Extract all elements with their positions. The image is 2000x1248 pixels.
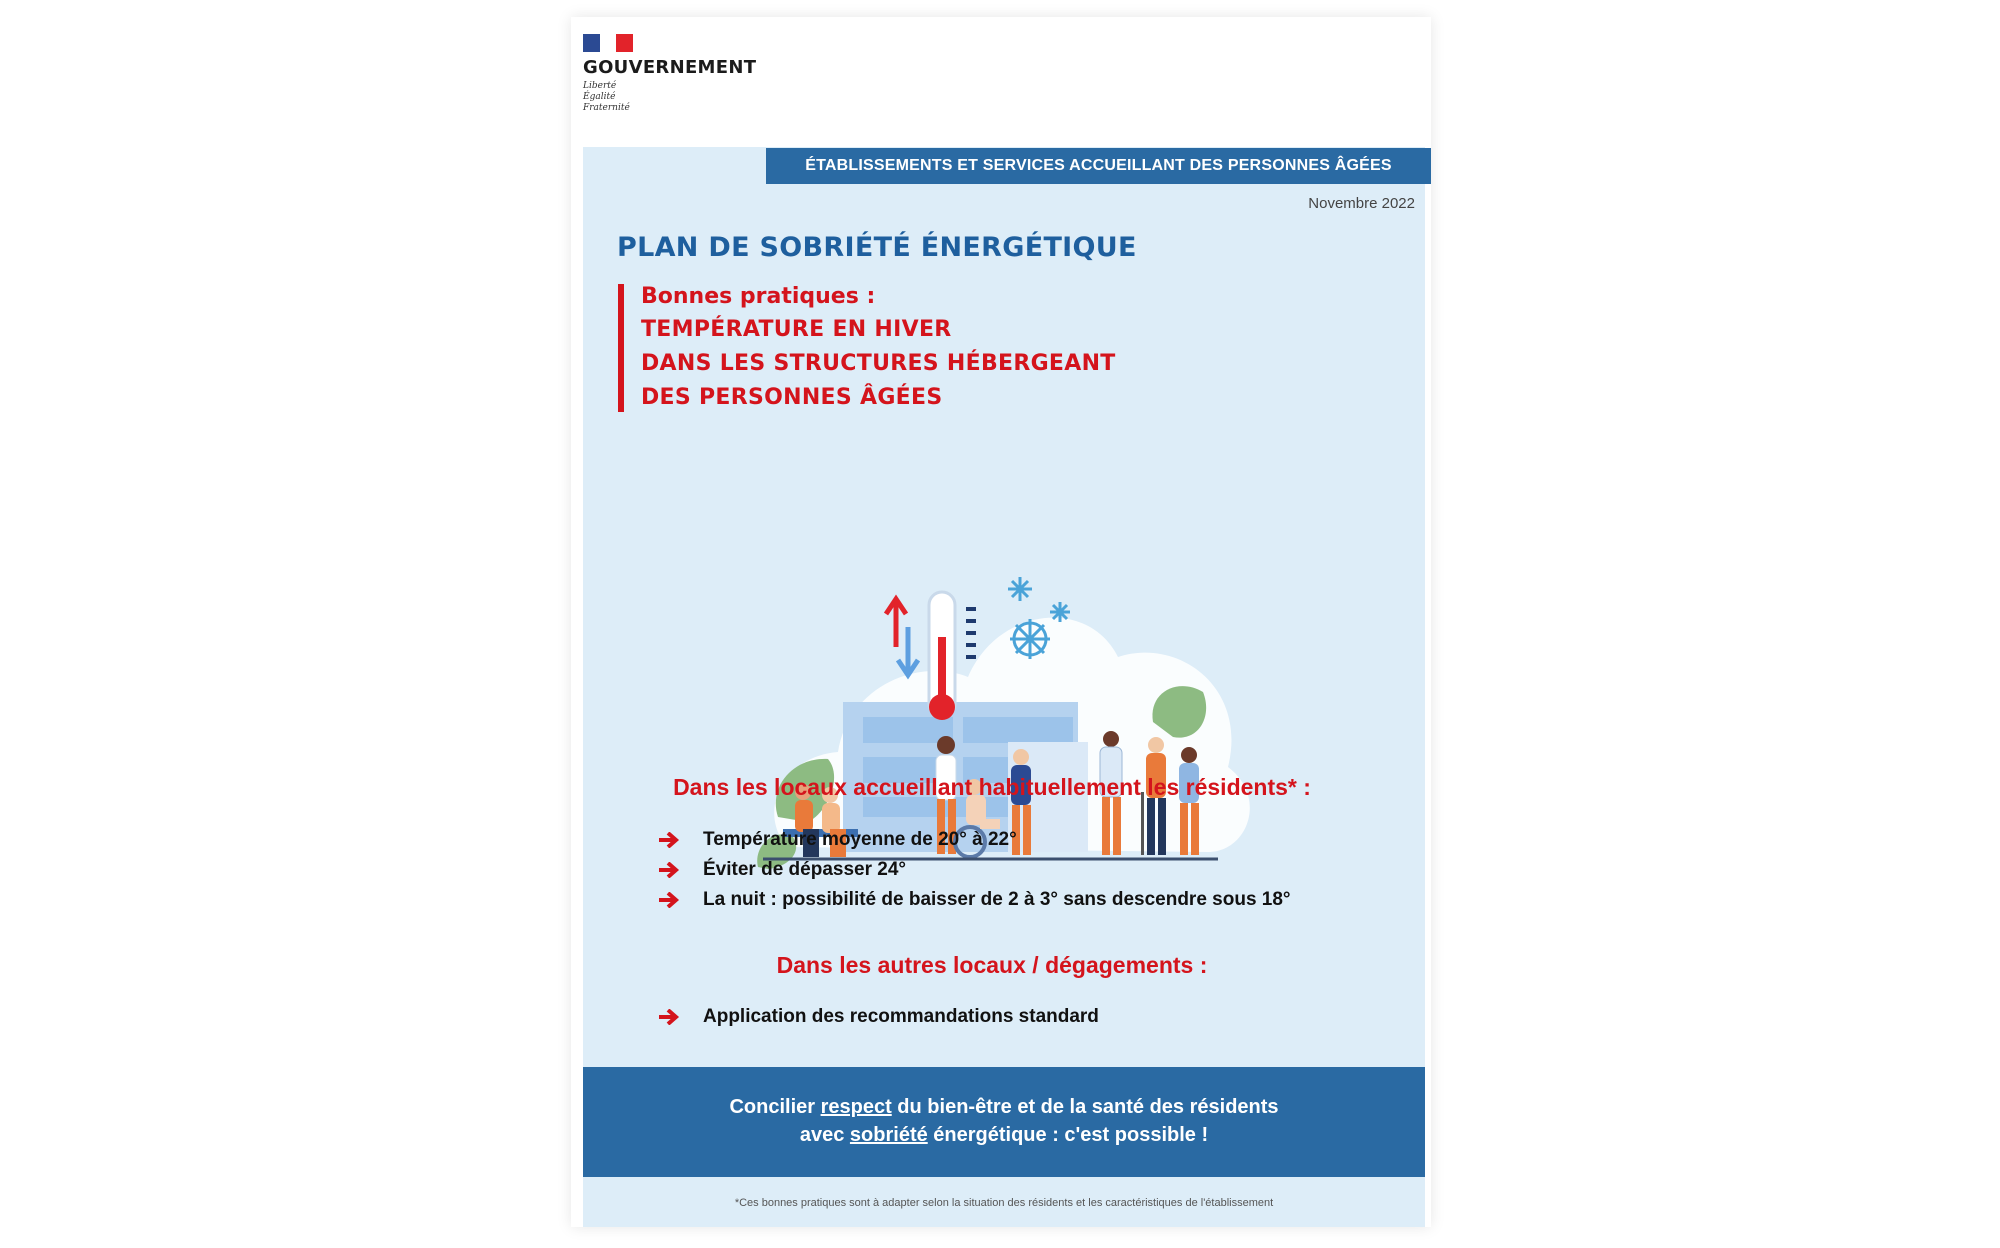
list-item: La nuit : possibilité de baisser de 2 à 3° sans descendre sous 18° bbox=[659, 885, 1291, 915]
category-banner: ÉTABLISSEMENTS ET SERVICES ACCUEILLANT DES PERSONNES ÂGÉES bbox=[766, 148, 1431, 184]
section-title-other-rooms: Dans les autres locaux / dégagements : bbox=[776, 952, 1208, 978]
list-item: Éviter de dépasser 24° bbox=[659, 855, 1291, 885]
subtitle-line: Bonnes pratiques : bbox=[641, 284, 876, 309]
list-item: Application des recommandations standard bbox=[659, 1002, 1099, 1032]
footnote: *Ces bonnes pratiques sont à adapter selon la situation des résidents et les caractéristiques de l'établissement bbox=[734, 1197, 1274, 1209]
red-arrow-icon bbox=[659, 1009, 681, 1025]
page-title: PLAN DE SOBRIÉTÉ ÉNERGÉTIQUE bbox=[617, 232, 1137, 263]
french-flag-icon bbox=[583, 34, 633, 52]
subtitle-line: TEMPÉRATURE EN HIVER bbox=[641, 317, 952, 342]
red-arrow-icon bbox=[659, 862, 681, 878]
logo-motto: Liberté Égalité Fraternité bbox=[583, 81, 630, 113]
red-arrow-icon bbox=[659, 832, 681, 848]
subtitle-accent-bar bbox=[618, 284, 624, 412]
subtitle bbox=[641, 281, 1116, 415]
subtitle-line: DES PERSONNES ÂGÉES bbox=[641, 385, 943, 410]
list-item: Température moyenne de 20° à 22° bbox=[659, 825, 1291, 855]
red-arrow-icon bbox=[659, 892, 681, 908]
conclusion-banner bbox=[583, 1067, 1425, 1177]
logo-name: GOUVERNEMENT bbox=[583, 57, 757, 78]
section-title-residents: Dans les locaux accueillant habituellement les résidents* : bbox=[673, 774, 1311, 800]
document-page bbox=[571, 17, 1431, 1227]
subtitle-line: DANS LES STRUCTURES HÉBERGEANT bbox=[641, 351, 1116, 376]
publication-date: Novembre 2022 bbox=[1308, 195, 1415, 212]
other-rooms-list bbox=[659, 1002, 1099, 1032]
conclusion-line-2: avec sobriété énergétique : c'est possible ! bbox=[799, 1124, 1209, 1146]
government-logo bbox=[583, 34, 756, 114]
residents-rules-list bbox=[659, 825, 1291, 915]
conclusion-line-1: Concilier respect du bien-être et de la santé des résidents bbox=[729, 1096, 1279, 1118]
